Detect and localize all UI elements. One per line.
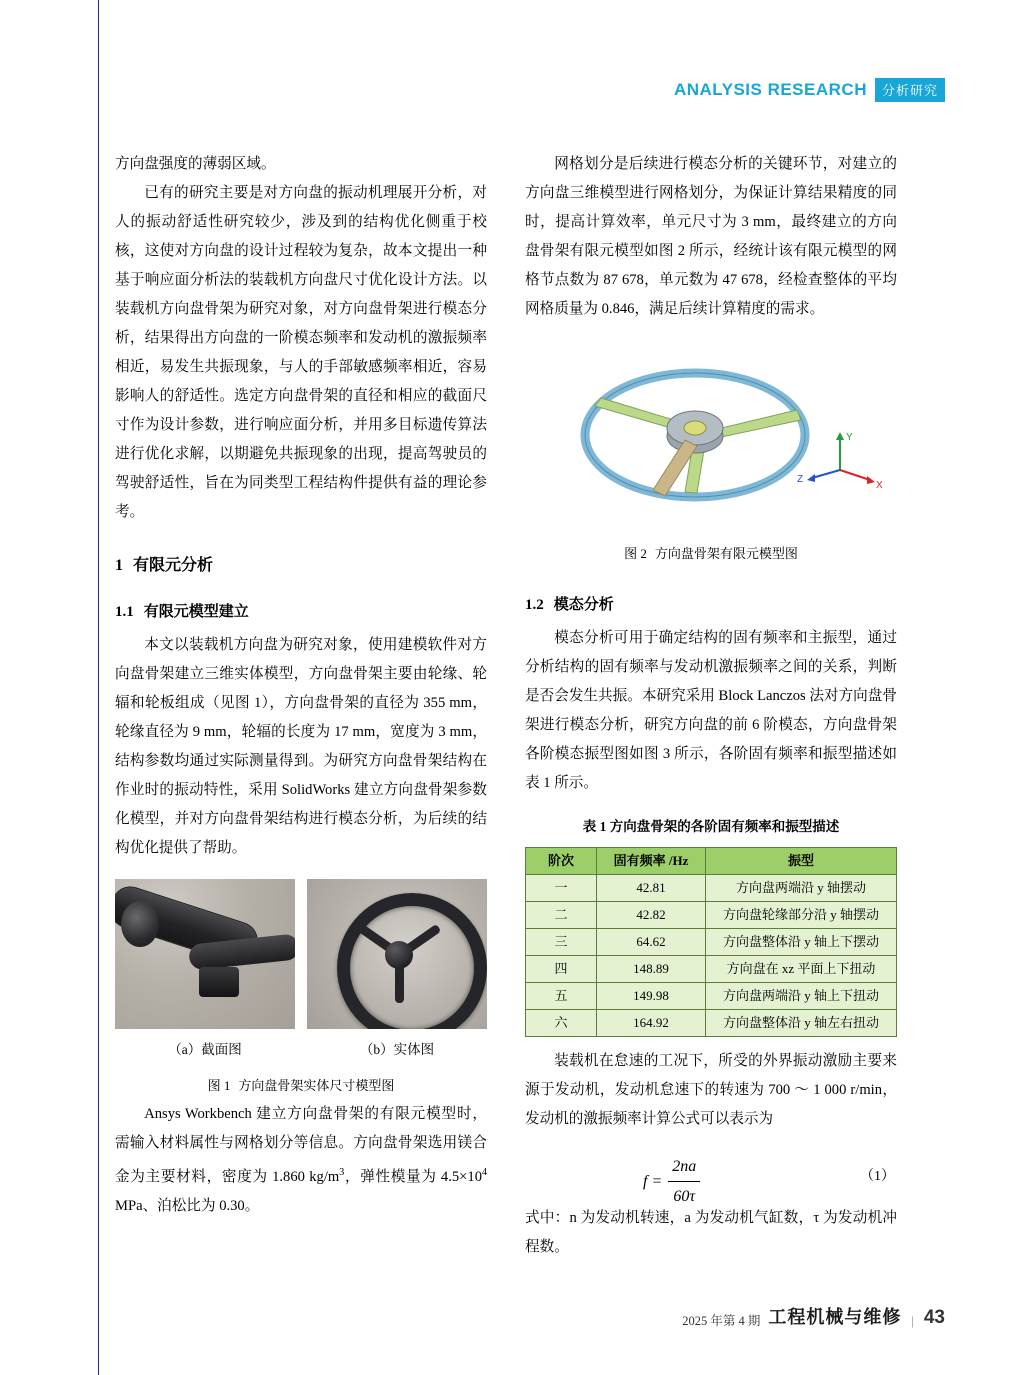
- figure-1b-caption: （b）实体图: [359, 1042, 435, 1057]
- table-header-frequency: 固有频率 /Hz: [597, 848, 706, 875]
- section-1-2-title: 模态分析: [553, 597, 614, 613]
- cell-order: 四: [526, 956, 597, 983]
- table-1-caption: [525, 812, 897, 841]
- formula-denominator: 60τ: [673, 1188, 696, 1205]
- cell-mode-shape: 方向盘轮缘部分沿 y 轴摆动: [706, 902, 897, 929]
- cell-frequency: 149.98: [597, 983, 706, 1010]
- table-1-modal-results: [525, 847, 897, 1037]
- left-column: [115, 150, 487, 1221]
- table-row: [526, 902, 897, 929]
- formula-fraction: [668, 1152, 700, 1211]
- section-1-1-title: 有限元模型建立: [143, 604, 249, 620]
- section-heading-1: [115, 553, 487, 579]
- cell-frequency: 148.89: [597, 956, 706, 983]
- header-chinese-badge: 分析研究: [875, 78, 945, 102]
- section-heading-1-1: [115, 599, 487, 625]
- left-margin-rule: [98, 0, 99, 1375]
- cell-order: 一: [526, 875, 597, 902]
- cell-mode-shape: 方向盘在 xz 平面上下扭动: [706, 956, 897, 983]
- table-1-label: 表 1: [582, 819, 607, 834]
- figure-1-images: [115, 879, 487, 1029]
- figure-2-label: 图 2: [624, 546, 647, 561]
- figure-1-subcaptions: [115, 1029, 487, 1064]
- section-1-title: 有限元分析: [133, 557, 214, 574]
- tube-end-cap: [121, 901, 159, 947]
- figure-2-caption: [525, 539, 897, 568]
- table-header-order: 阶次: [526, 848, 597, 875]
- cell-mode-shape: 方向盘整体沿 y 轴左右扭动: [706, 1010, 897, 1037]
- cell-frequency: 164.92: [597, 1010, 706, 1037]
- cell-mode-shape: 方向盘两端沿 y 轴摆动: [706, 875, 897, 902]
- section-1-number: 1: [115, 557, 123, 574]
- table-1-caption-text: 方向盘骨架的各阶固有频率和振型描述: [609, 819, 840, 834]
- cell-order: 五: [526, 983, 597, 1010]
- paragraph-modal-analysis: 模态分析可用于确定结构的固有频率和主振型，通过分析结构的固有频率与发动机激振频率之间的关系，判断是否会发生共振。本研究采用 Block Lanczos 法对方向盘骨架进行模态分析，研究方向盘的前 6 阶模态，方向盘骨架各阶模态振型图如图 3 所示，各阶固有频率和振型描述如表 1 所示。: [525, 630, 897, 791]
- cell-frequency: 64.62: [597, 929, 706, 956]
- cell-mode-shape: 方向盘整体沿 y 轴上下摆动: [706, 929, 897, 956]
- paragraph-material-properties: [115, 1100, 487, 1221]
- cell-mode-shape: 方向盘两端沿 y 轴上下扭动: [706, 983, 897, 1010]
- cell-order: 三: [526, 929, 597, 956]
- page-header: [674, 78, 945, 102]
- page-footer: [682, 1303, 945, 1329]
- figure-1-caption-text: 方向盘骨架实体尺寸模型图: [238, 1078, 395, 1093]
- figure-2-caption-text: 方向盘骨架有限元模型图: [654, 546, 798, 561]
- cell-frequency: 42.82: [597, 902, 706, 929]
- svg-text:Z: Z: [797, 474, 804, 485]
- formula-expression: [643, 1152, 700, 1211]
- formula-numerator: 2na: [668, 1152, 700, 1182]
- svg-text:X: X: [876, 480, 883, 491]
- table-header-mode-shape: 振型: [706, 848, 897, 875]
- paragraph-continued: 方向盘强度的薄弱区域。: [115, 156, 276, 172]
- header-english-title: ANALYSIS RESEARCH: [673, 80, 867, 99]
- footer-journal-brand: 工程机械与维修: [768, 1307, 902, 1327]
- cell-order: 二: [526, 902, 597, 929]
- material-text-part3: MPa、泊松比为 0.30。: [115, 1197, 260, 1214]
- table-row: [526, 1010, 897, 1037]
- figure-2-fem-model: [535, 340, 895, 540]
- footer-page-number: 43: [923, 1307, 945, 1328]
- table-row: [526, 956, 897, 983]
- section-heading-1-2: [525, 592, 897, 618]
- figure-1b-steering-wheel-photo: [307, 879, 487, 1029]
- table-header-row: [526, 848, 897, 875]
- formula-number: （1）: [860, 1169, 895, 1184]
- figure-1-caption: [115, 1071, 487, 1100]
- paragraph-model-setup: 本文以装载机方向盘为研究对象，使用建模软件对方向盘骨架建立三维实体模型，方向盘骨架主要由轮缘、轮辐和轮板组成（见图 1），方向盘骨架的直径为 355 mm，轮缘直径为 9 mm，轮辐的长度为 17 mm，宽度为 3 mm，结构参数均通过实际测量得到。为研究方向盘骨架结构在作业时的振动特性，采用 SolidWorks 建立方向盘骨架参数化模型，并对方向盘骨架结构进行模态分析，为后续的结构优化提供了帮助。: [115, 637, 487, 856]
- modulus-exponent: 4: [482, 1167, 487, 1178]
- tube-block: [199, 967, 239, 997]
- steering-wheel-hub: [385, 941, 413, 969]
- table-row: [526, 929, 897, 956]
- density-exponent: 3: [339, 1167, 345, 1178]
- figure-1: [115, 879, 487, 1100]
- footer-issue: 2025 年第 4 期: [682, 1314, 761, 1328]
- table-row: [526, 875, 897, 902]
- formula-lhs: f =: [643, 1173, 663, 1190]
- right-column: [525, 150, 897, 1262]
- footer-divider: |: [911, 1314, 914, 1328]
- section-1-2-number: 1.2: [525, 597, 544, 613]
- cell-frequency: 42.81: [597, 875, 706, 902]
- steering-wheel-rim: [337, 893, 487, 1029]
- figure-1-label: 图 1: [207, 1078, 231, 1093]
- svg-text:Y: Y: [846, 432, 853, 443]
- paragraph-mesh: 网格划分是后续进行模态分析的关键环节，对建立的方向盘三维模型进行网格划分，为保证计算结果精度的同时，提高计算效率，单元尺寸为 3 mm，最终建立的方向盘骨架有限元模型如图 2 所示，经统计该有限元模型的网格节点数为 87 678，单元数为 47 678，经检查整体的平均网格质量为 0.846，满足后续计算精度的需求。: [525, 156, 897, 317]
- cell-order: 六: [526, 1010, 597, 1037]
- paragraph-research-background: 已有的研究主要是对方向盘的振动机理展开分析，对人的振动舒适性研究较少，涉及到的结构优化侧重于校核，这使对方向盘的设计过程较为复杂，故本文提出一种基于响应面分析法的装载机方向盘尺寸优化设计方法。以装载机方向盘骨架为研究对象，对方向盘骨架进行模态分析，结果得出方向盘的一阶模态频率和发动机的激振频率相近，易发生共振现象，与人的手部敏感频率相近，容易影响人的舒适性。选定方向盘骨架的直径和相应的截面尺寸作为设计参数，进行响应面分析，并用多目标遗传算法进行优化求解，以期避免共振现象的出现，提高驾驶员的驾驶舒适性，旨在为同类型工程结构件提供有益的理论参考。: [115, 185, 487, 520]
- figure-1a-caption: （a）截面图: [168, 1042, 242, 1057]
- figure-1a-cross-section-photo: [115, 879, 295, 1029]
- figure-2: [525, 340, 897, 572]
- material-text-part2: ，弹性模量为 4.5×10: [344, 1168, 482, 1185]
- formula-1: [525, 1146, 897, 1204]
- paragraph-excitation: 装载机在怠速的工况下，所受的外界振动激励主要来源于发动机，发动机怠速下的转速为 700 ～ 1 000 r/min，发动机的激振频率计算公式可以表示为: [525, 1053, 897, 1127]
- paragraph-symbol-definitions: 式中：n 为发动机转速，a 为发动机气缸数，τ 为发动机冲程数。: [525, 1210, 897, 1255]
- material-text-part1: Ansys Workbench 建立方向盘骨架的有限元模型时，需输入材料属性与网格划分等信息。方向盘骨架选用镁合金为主要材料，密度为 1.860 kg/m: [115, 1106, 487, 1185]
- section-1-1-number: 1.1: [115, 604, 134, 620]
- table-row: [526, 983, 897, 1010]
